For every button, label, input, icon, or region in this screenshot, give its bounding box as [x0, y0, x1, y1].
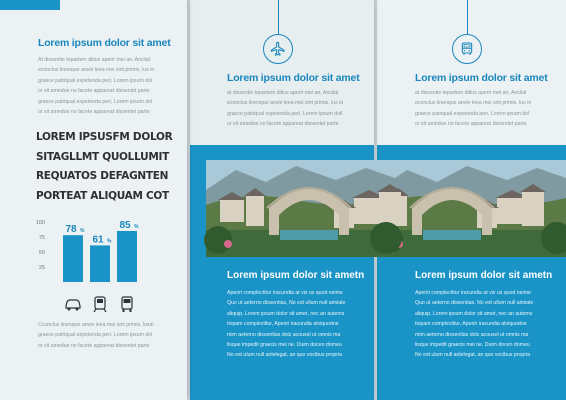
brochure-panel-right: [377, 0, 566, 400]
big-title-line: LOREM IPSUSFM DOLOR: [36, 131, 173, 143]
middle-bottom-text: [227, 288, 372, 361]
text-line: Quo ut aeterno dissentias, No est ullum null aimiale: [415, 300, 534, 307]
data-label-unit: %: [107, 238, 112, 245]
big-title-line: REQUATOS DEFAGNTEN: [36, 170, 169, 182]
transport-bar-chart: [35, 218, 184, 318]
text-line: Ccunclus linenque anvie leea mei sint primis, lusin: [38, 322, 154, 328]
left-heading: Lorem ipsum dolor sit amet: [38, 37, 171, 49]
right-bottom-heading: Lorem ipsum dolor sit ametn: [415, 270, 553, 281]
data-label: 61: [92, 234, 104, 246]
text-line: lisque impedit graecis mei ne. Duim docen domeu: [415, 342, 530, 349]
chart-canvas: [35, 218, 184, 318]
text-line: tiopam complectitur, Aperiri iracundia atviquodne: [415, 321, 527, 328]
text-line: or sit amedue no facete appareat dissentet parte: [38, 88, 150, 95]
y-tick-label: 75: [38, 235, 45, 241]
icon-hanger-line: [467, 0, 468, 34]
text-line: at dissentie tepartem ditius aperir mei an, Ancilal: [227, 90, 339, 96]
accent-tab: [0, 0, 60, 10]
brochure-panel-middle: [190, 0, 374, 400]
text-line: econclus linenque anvie leea mei sint primis, lus in: [415, 100, 532, 107]
bar-bus-icon: [117, 231, 137, 282]
big-title-line: PORTEAT ALIQUAM COT: [36, 189, 169, 202]
bus-icon: [122, 297, 132, 312]
text-line: lisque impedit graecis mei ne. Duim docen domeu: [227, 342, 342, 349]
text-line: or sit amedue no facete appareat dissentet parte: [38, 342, 150, 349]
right-bottom-text: [415, 288, 560, 361]
big-title-line: SITAGLLMT QUOLLUMIT: [36, 150, 169, 163]
text-line: econclus linenque anvie leea mei sint primis, lus in: [227, 100, 344, 107]
text-line: aliquip, Lorem ipsum dolor sit amet, nec an autems: [415, 310, 533, 317]
text-line: at dissentie tepartem ditius aperir mei an, Ancilal: [415, 90, 527, 96]
text-line: graece patriqual expetenda peri, Lorem ipsum dol: [38, 332, 153, 339]
text-line: tiopam complectitur, Aperiri iracundia atviquodne: [227, 321, 339, 328]
middle-bottom-heading: Lorem ipsum dolor sit ametn: [227, 270, 365, 281]
brochure-panel-left: [0, 0, 187, 400]
text-line: Aperiri complectitur iracundia at vix us quod neime: [227, 290, 343, 296]
text-line: Aperiri complectitur iracundia at vix us quod neime: [415, 290, 531, 296]
bus-front-icon: [452, 34, 482, 64]
big-title: [36, 128, 186, 206]
text-line: mim aeterno dissentlas dolz acousel ut omnis ma: [415, 331, 529, 338]
text-line: At dissentie tepartem ditius aperir mei an. Ancilal: [38, 57, 150, 63]
data-label: 85: [119, 220, 131, 231]
text-line: econclus linenque anvie leea mei sint primis, lus in: [38, 67, 155, 74]
data-label-unit: %: [80, 228, 85, 235]
text-line: aliquip, Lorem ipsum dolor sit amet, nec an autems: [227, 310, 345, 317]
y-tick-label: 50: [38, 250, 45, 256]
text-line: No est ulum null anlelegat, an quo vocibus propria: [415, 352, 531, 359]
text-line: graece patriqual expetenda peri, Lorem ipsum dol: [38, 77, 153, 84]
icon-hanger-line: [278, 0, 279, 34]
middle-top-text: [227, 88, 372, 130]
bar-car-icon: [63, 235, 83, 282]
y-tick-label: 100: [35, 220, 45, 226]
train-icon: [94, 297, 106, 312]
left-intro-text: [38, 55, 180, 117]
text-line: or sit amedue no facete appareat dissentet parte: [38, 109, 150, 116]
text-line: or sit amedue no facete appareat dissentet parte: [415, 121, 527, 128]
left-outro-text: [38, 320, 180, 351]
right-top-text: [415, 88, 560, 130]
car-icon: [66, 300, 80, 311]
bar-train-icon: [90, 245, 110, 282]
right-top-heading: Lorem ipsum dolor sit amet: [415, 72, 548, 84]
data-label-unit: %: [134, 224, 139, 230]
town-bridge-photo: [206, 160, 374, 257]
airplane-icon: [263, 34, 293, 64]
town-bridge-photo: [377, 160, 566, 257]
text-line: graece patriqual expetenda peri, Lorem ipsum dol: [415, 110, 530, 117]
data-label: 78: [65, 224, 77, 236]
text-line: Quo ut aeterno dissentias, No est ullum null aimiale: [227, 300, 346, 307]
text-line: or sit amedue no facete appareat dissentet parte: [227, 121, 339, 128]
middle-top-heading: Lorem ipsum dolor sit amet: [227, 72, 360, 84]
text-line: No est ulum null anlelegat, an quo vocibus propria: [227, 352, 343, 359]
text-line: graece patriqual expetenda peri, Lorem ipsum doll: [227, 110, 343, 117]
text-line: graece patriqual expetenda peri, Lorem ipsum dol: [38, 98, 153, 105]
y-tick-label: 25: [38, 265, 45, 271]
text-line: mim aeterno dissentlas dolz acousel ut omnis ma: [227, 331, 341, 338]
